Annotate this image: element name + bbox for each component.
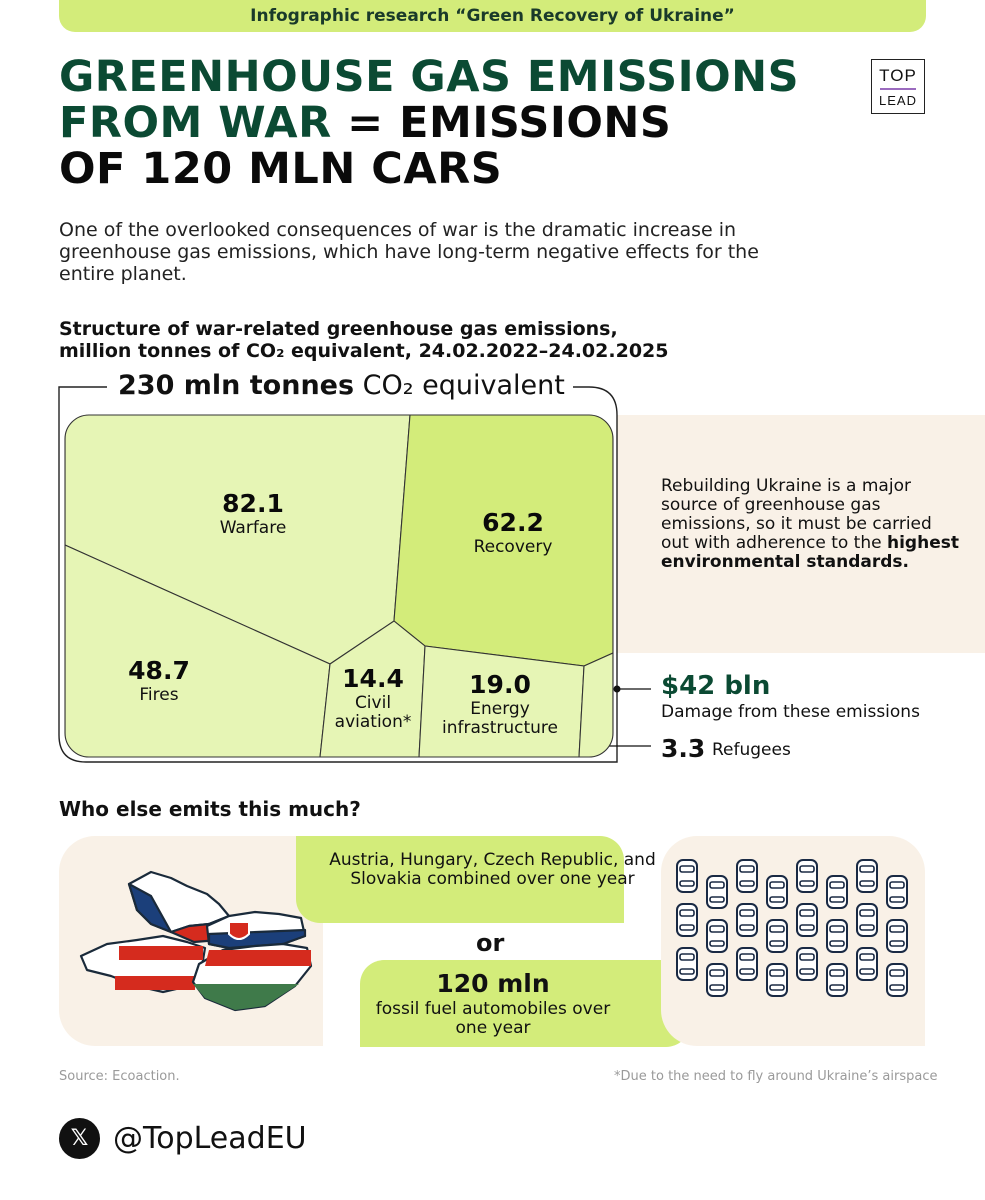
total-rest: CO₂ equivalent: [362, 370, 565, 401]
total-bold: 230 mln tonnes: [118, 370, 355, 401]
warfare-label: Warfare: [219, 518, 287, 538]
or-text: or: [476, 929, 505, 957]
refugees-value: 3.3: [661, 734, 706, 763]
damage-value: $42 bln: [661, 671, 771, 701]
aviation-label: [323, 694, 423, 732]
car-icon: [797, 904, 817, 936]
car-icon: [707, 920, 727, 952]
logo-bottom: LEAD: [879, 93, 917, 108]
car-icon: [827, 876, 847, 908]
cars-icon-grid: [661, 836, 925, 1046]
car-icon: [767, 920, 787, 952]
car-icon: [737, 904, 757, 936]
banner-text: Infographic research “Green Recovery of Ukraine”: [250, 6, 735, 26]
countries-map-icon: [59, 836, 323, 1046]
car-icon: [767, 876, 787, 908]
car-icon: [827, 920, 847, 952]
car-icon: [677, 904, 697, 936]
side-note-bold: highest environmental standards.: [661, 533, 959, 572]
car-icon: [827, 964, 847, 996]
austria-red-top: [119, 946, 203, 960]
slovakia-coat-of-arms-icon: [229, 922, 249, 939]
countries-text-inner: Austria, Hungary, Czech Republic, and Slovakia combined over one year: [329, 850, 656, 889]
source-text: Source: Ecoaction.: [59, 1069, 180, 1084]
car-icon: [857, 860, 877, 892]
cars-label: fossil fuel automobiles over one year: [375, 999, 611, 1038]
damage-label: Damage from these emissions: [661, 702, 920, 722]
car-icon: [767, 964, 787, 996]
energy-value: 19.0: [469, 670, 531, 699]
fires-label: Fires: [139, 685, 179, 705]
warfare-value: 82.1: [222, 489, 284, 518]
comparison-title: Who else emits this much?: [59, 797, 361, 821]
chart-title-line2: million tonnes of CO₂ equivalent, 24.02.2022–24.02.2025: [59, 340, 669, 362]
headline-line1: GREENHOUSE GAS EMISSIONS: [59, 52, 800, 102]
energy-label: [425, 700, 575, 738]
car-icon: [677, 948, 697, 980]
aviation-value: 14.4: [342, 664, 404, 693]
energy-label-line2: infrastructure: [441, 718, 559, 738]
austria-red-bottom: [115, 976, 195, 990]
car-icon: [737, 860, 757, 892]
recovery-value: 62.2: [482, 508, 544, 537]
chart-title-line1: Structure of war-related greenhouse gas emissions,: [59, 318, 618, 340]
car-icon: [797, 860, 817, 892]
intro-text: One of the overlooked consequences of war is the dramatic increase in greenhouse gas emissions, which have long-term negative effects for the entire planet.: [59, 219, 759, 285]
aviation-label-line2: aviation*: [334, 712, 412, 732]
refugees-label: Refugees: [712, 740, 791, 760]
footnote-text: *Due to the need to fly around Ukraine’s airspace: [614, 1069, 938, 1084]
countries-text: [300, 851, 685, 889]
car-icon: [797, 948, 817, 980]
social-handle[interactable]: @TopLeadEU: [113, 1121, 307, 1156]
x-logo-icon[interactable]: 𝕏: [59, 1118, 100, 1159]
headline-line2-black: = EMISSIONS: [331, 98, 672, 148]
car-icon: [737, 948, 757, 980]
aviation-label-line1: Civil: [354, 693, 392, 713]
car-icon: [677, 860, 697, 892]
car-icon: [887, 920, 907, 952]
fires-value: 48.7: [128, 656, 190, 685]
logo-top: TOP: [879, 66, 917, 85]
hungary-red-part: [205, 950, 311, 966]
recovery-label: Recovery: [473, 537, 553, 557]
hungary-green-part: [193, 984, 299, 1010]
cars-value: 120 mln: [436, 969, 550, 998]
headline-line2-green: FROM WAR: [59, 98, 332, 148]
car-icon: [857, 948, 877, 980]
headline-line3: OF 120 MLN CARS: [59, 144, 503, 194]
car-icon: [857, 904, 877, 936]
cell-refugees: [579, 653, 613, 757]
side-note-plain: Rebuilding Ukraine is a major source of greenhouse gas emissions, so it must be carried out with adherence to the: [661, 476, 932, 553]
car-icon: [707, 876, 727, 908]
car-icon: [707, 964, 727, 996]
car-icon: [887, 876, 907, 908]
energy-label-line1: Energy: [470, 699, 530, 719]
car-icon: [887, 964, 907, 996]
